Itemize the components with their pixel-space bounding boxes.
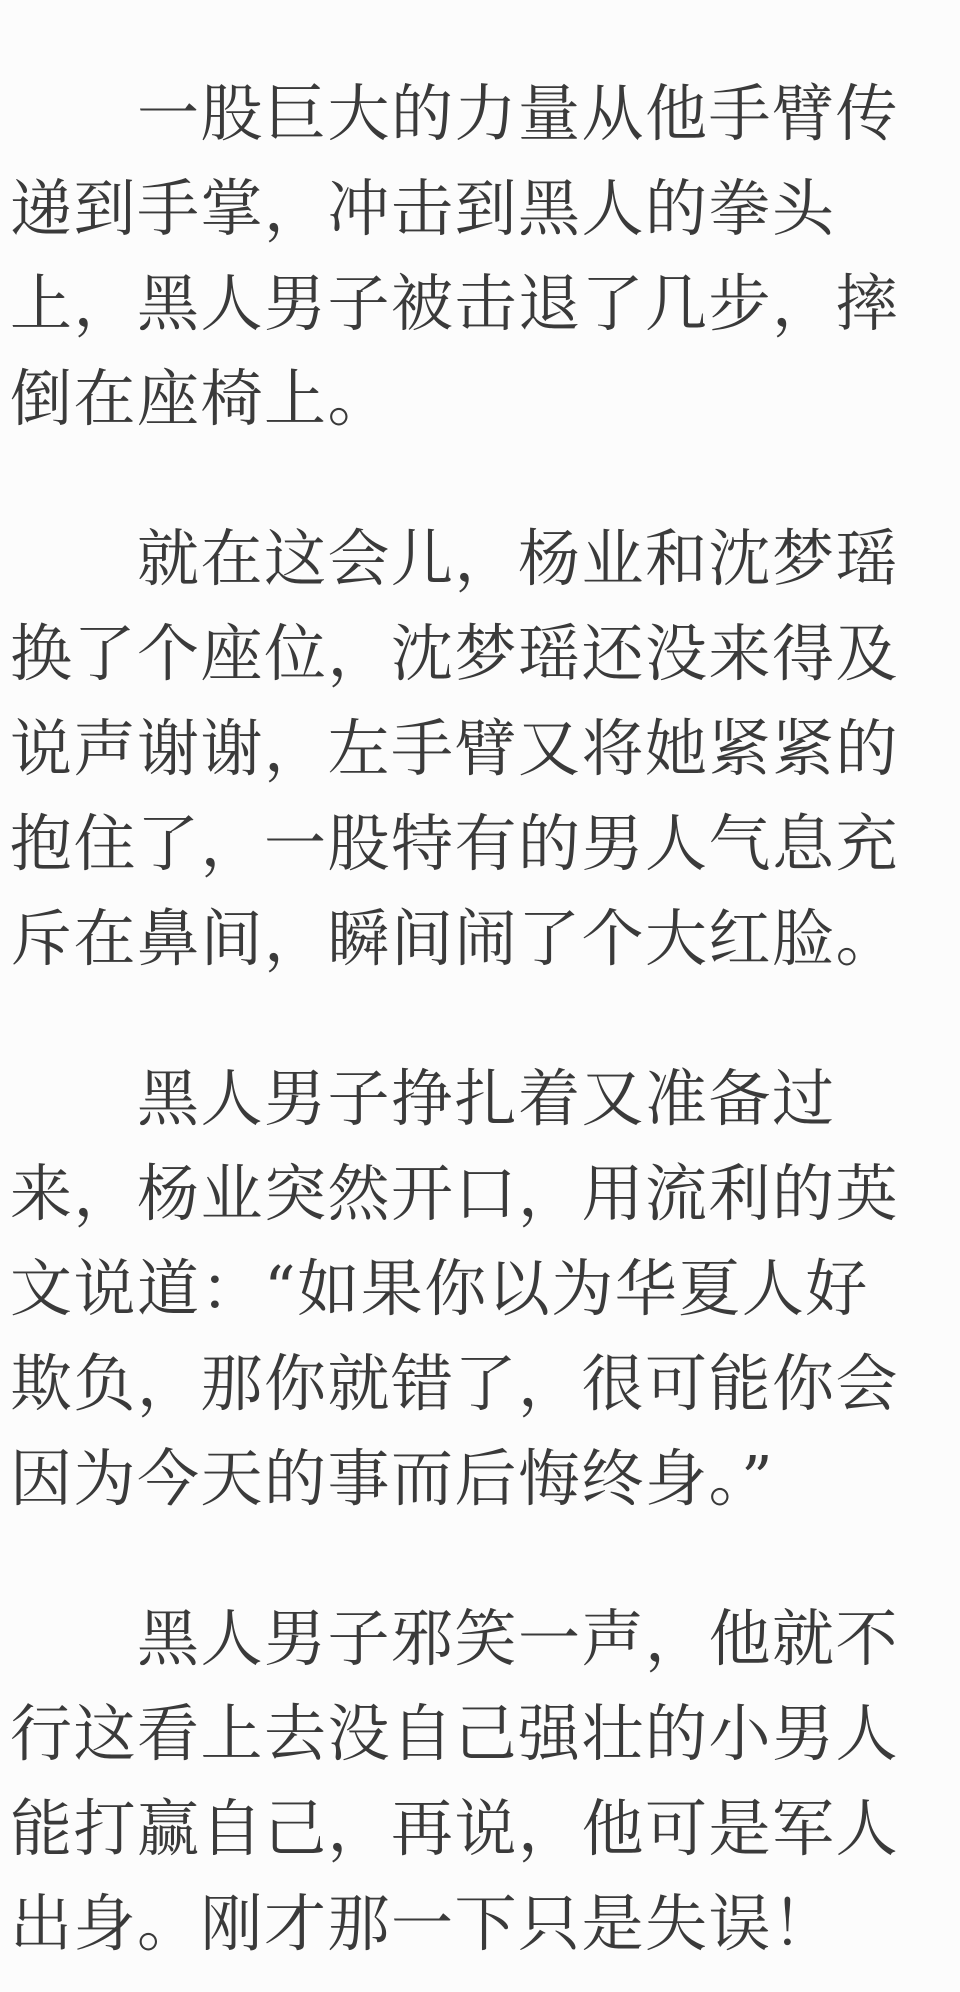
paragraph	[10, 1051, 950, 1526]
paragraph-first-line: 黑人男子邪笑一声，他就不	[137, 1602, 900, 1675]
paragraph-line: 倒在座椅上。	[10, 362, 392, 435]
paragraph-first-line: 就在这会儿，杨业和沈梦瑶	[137, 522, 900, 595]
paragraph-line: 上，黑人男子被击退了几步，摔	[10, 267, 900, 340]
novel-text	[10, 66, 950, 1971]
paragraph-first-line: 一股巨大的力量从他手臂传	[137, 77, 900, 150]
paragraph-line: 出身。刚才那一下只是失误！	[10, 1887, 836, 1960]
paragraph-line: 因为今天的事而后悔终身。”	[10, 1442, 775, 1515]
paragraph-line: 换了个座位，沈梦瑶还没来得及	[10, 617, 900, 690]
paragraph-line: 欺负，那你就错了，很可能你会	[10, 1347, 900, 1420]
paragraph-line: 能打赢自己，再说，他可是军人	[10, 1792, 900, 1865]
paragraph-line: 说声谢谢，左手臂又将她紧紧的	[10, 712, 900, 785]
paragraph-line: 文说道：“如果你以为华夏人好	[10, 1252, 869, 1325]
paragraph	[10, 66, 950, 446]
paragraph-line: 行这看上去没自己强壮的小男人	[10, 1697, 900, 1770]
paragraph-line: 斥在鼻间，瞬间闹了个大红脸。	[10, 902, 900, 975]
paragraph	[10, 511, 950, 986]
paragraph-first-line: 黑人男子挣扎着又准备过	[137, 1062, 836, 1135]
paragraph-line: 递到手掌，冲击到黑人的拳头	[10, 172, 836, 245]
paragraph-line: 来，杨业突然开口，用流利的英	[10, 1157, 900, 1230]
paragraph-line: 抱住了，一股特有的男人气息充	[10, 807, 900, 880]
paragraph	[10, 1591, 950, 1971]
